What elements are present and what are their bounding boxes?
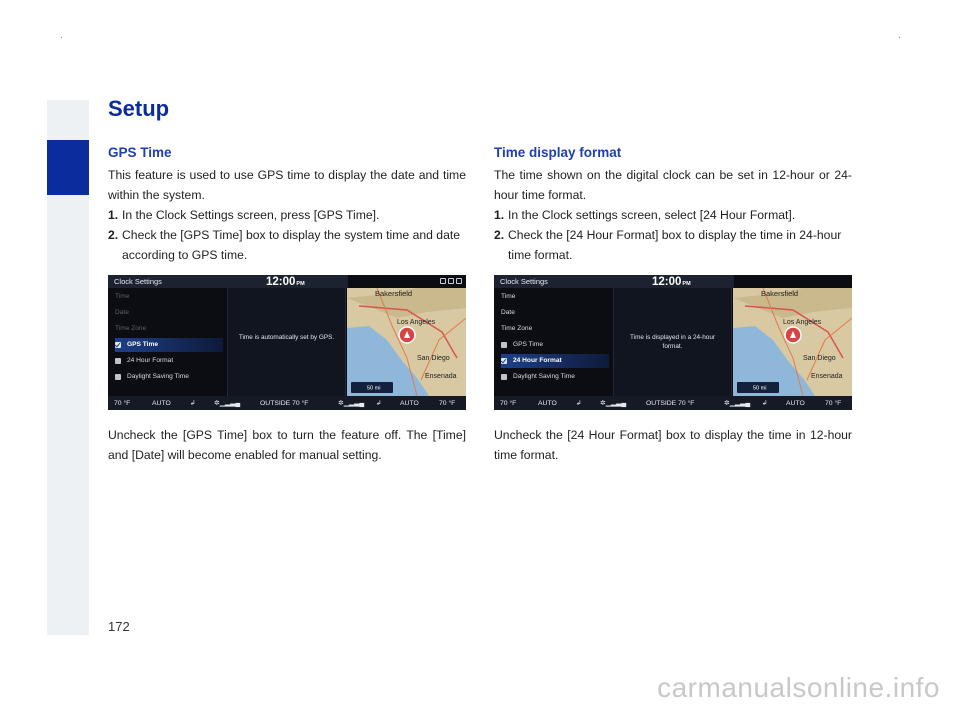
info-panel: [613, 288, 732, 396]
step-1: [494, 205, 852, 225]
info-message: Time is automatically set by GPS.: [238, 334, 335, 341]
map-city-label: Bakersfield: [761, 289, 799, 298]
info-message: Time is displayed in a 24-hour format.: [629, 334, 715, 350]
checkbox-icon[interactable]: [115, 374, 121, 380]
signal-icon: [456, 278, 462, 284]
step-number: 2.: [108, 228, 119, 242]
settings-menu: [494, 288, 612, 396]
menu-item-gps-time[interactable]: [501, 338, 609, 352]
gps-time-section: [108, 144, 466, 265]
time-format-intro: The time shown on the digital clock can be set in 12-hour or 24-hour time format.: [494, 168, 852, 202]
seat-icon: ↲: [576, 400, 582, 407]
time-format-heading: Time display format: [494, 145, 622, 160]
menu-item-label: Daylight Saving Time: [127, 373, 189, 380]
navigation-map: [733, 288, 852, 396]
menu-item-24-hour-format[interactable]: [501, 354, 609, 368]
gps-time-after: Uncheck the [GPS Time] box to turn the feature off. The [Time] and [Date] will become enabled for manual setting.: [108, 428, 466, 462]
map-city-label: San Diego: [417, 355, 450, 362]
watermark: carmanualsonline.info: [657, 672, 940, 703]
gps-time-heading: GPS Time: [108, 145, 172, 160]
time-format-section: [494, 144, 852, 265]
checkbox-icon[interactable]: [501, 374, 507, 380]
checkbox-icon[interactable]: [115, 358, 121, 364]
fan-icon: ✲▁▂▃▄: [338, 400, 365, 407]
menu-item-time-zone[interactable]: [115, 322, 223, 336]
clock-ampm: PM: [296, 281, 305, 287]
checkbox-checked-icon[interactable]: [501, 358, 507, 364]
screen-title: Clock Settings: [500, 277, 548, 286]
climate-bar: [494, 396, 852, 410]
outside-temp: OUTSIDE 70 °F: [646, 399, 695, 407]
auto-left: AUTO: [538, 399, 557, 407]
screen-clock: [266, 276, 305, 288]
step-number: 2.: [494, 228, 505, 242]
auto-right: AUTO: [786, 399, 805, 407]
menu-item-daylight-saving[interactable]: [115, 370, 223, 384]
chapter-tab: [47, 140, 89, 195]
map-city-label: Bakersfield: [375, 289, 413, 298]
checkbox-checked-icon[interactable]: [115, 342, 121, 348]
map-city-label: Ensenada: [811, 373, 843, 380]
seat-icon: ↲: [376, 400, 382, 407]
screen-clock: [652, 276, 691, 288]
auto-left: AUTO: [152, 399, 171, 407]
step-text: In the Clock Settings screen, press [GPS Time].: [122, 208, 380, 222]
map-scale-label: 50 mi: [753, 385, 767, 392]
gps-time-intro: This feature is used to use GPS time to display the date and time within the system.: [108, 168, 466, 202]
map-city-label: Los Angeles: [397, 319, 436, 326]
fan-icon: ✲▁▂▃▄: [724, 400, 751, 407]
step-2: [108, 225, 466, 265]
fan-icon: ✲▁▂▃▄: [600, 400, 627, 407]
menu-item-label: 24 Hour Format: [513, 357, 562, 364]
step-2: [494, 225, 852, 265]
menu-item-label: GPS Time: [127, 341, 159, 348]
menu-item-time[interactable]: [115, 290, 223, 304]
temp-left: 70 °F: [114, 399, 131, 407]
bluetooth-icon: [440, 278, 446, 284]
menu-item-label: Time Zone: [501, 325, 533, 332]
menu-item-time[interactable]: [501, 290, 609, 304]
step-number: 1.: [494, 208, 505, 222]
settings-menu: [108, 288, 226, 396]
menu-item-label: Time: [501, 293, 516, 300]
menu-item-label: 24 Hour Format: [127, 357, 174, 364]
section-title: Setup: [108, 96, 170, 121]
menu-item-gps-time[interactable]: [115, 338, 223, 352]
seat-icon: ↲: [190, 400, 196, 407]
map-graphic: [733, 288, 852, 396]
seat-icon: ↲: [762, 400, 768, 407]
clock-time: 12:00: [652, 276, 682, 288]
menu-item-label: Date: [115, 309, 129, 316]
map-city-label: San Diego: [803, 355, 836, 362]
step-text: Check the [24 Hour Format] box to display the time in 24-hour time format.: [508, 228, 842, 262]
clock-settings-screenshot-gps: [108, 275, 466, 410]
crop-mark-left: .: [60, 30, 63, 41]
menu-item-24-hour-format[interactable]: [115, 354, 223, 368]
menu-item-date[interactable]: [501, 306, 609, 320]
outside-temp: OUTSIDE 70 °F: [260, 399, 309, 407]
screen-title: Clock Settings: [114, 277, 162, 286]
screen-header: [494, 275, 734, 288]
clock-ampm: PM: [682, 281, 691, 287]
clock-settings-screenshot-24h: [494, 275, 852, 410]
menu-item-label: Time: [115, 293, 130, 300]
menu-item-label: GPS Time: [513, 341, 544, 348]
menu-item-label: Date: [501, 309, 515, 316]
step-number: 1.: [108, 208, 119, 222]
fan-icon: ✲▁▂▃▄: [214, 400, 241, 407]
step-text: Check the [GPS Time] box to display the system time and date according to GPS time.: [122, 228, 461, 262]
menu-item-label: Daylight Saving Time: [513, 373, 575, 380]
climate-bar: [108, 396, 466, 410]
info-panel: [227, 288, 346, 396]
time-format-after: Uncheck the [24 Hour Format] box to display the time in 12-hour time format.: [494, 428, 852, 462]
menu-item-time-zone[interactable]: [501, 322, 609, 336]
temp-right: 70 °F: [825, 399, 842, 407]
crop-mark-right: .: [898, 30, 901, 41]
temp-left: 70 °F: [500, 399, 517, 407]
menu-item-label: Time Zone: [115, 325, 147, 332]
clock-time: 12:00: [266, 276, 296, 288]
menu-item-daylight-saving[interactable]: [501, 370, 609, 384]
map-city-label: Los Angeles: [783, 319, 822, 326]
menu-item-date[interactable]: [115, 306, 223, 320]
navigation-map: [347, 288, 466, 396]
page-number: 172: [108, 619, 130, 634]
auto-right: AUTO: [400, 399, 419, 407]
map-city-label: Ensenada: [425, 373, 457, 380]
screen-header: [108, 275, 348, 288]
step-1: [108, 205, 466, 225]
checkbox-icon[interactable]: [501, 342, 507, 348]
step-text: In the Clock settings screen, select [24 Hour Format].: [508, 208, 796, 222]
temp-right: 70 °F: [439, 399, 456, 407]
map-scale-label: 50 mi: [367, 385, 381, 392]
phone-icon: [448, 278, 454, 284]
status-icons: [428, 278, 462, 284]
map-graphic: [347, 288, 466, 396]
